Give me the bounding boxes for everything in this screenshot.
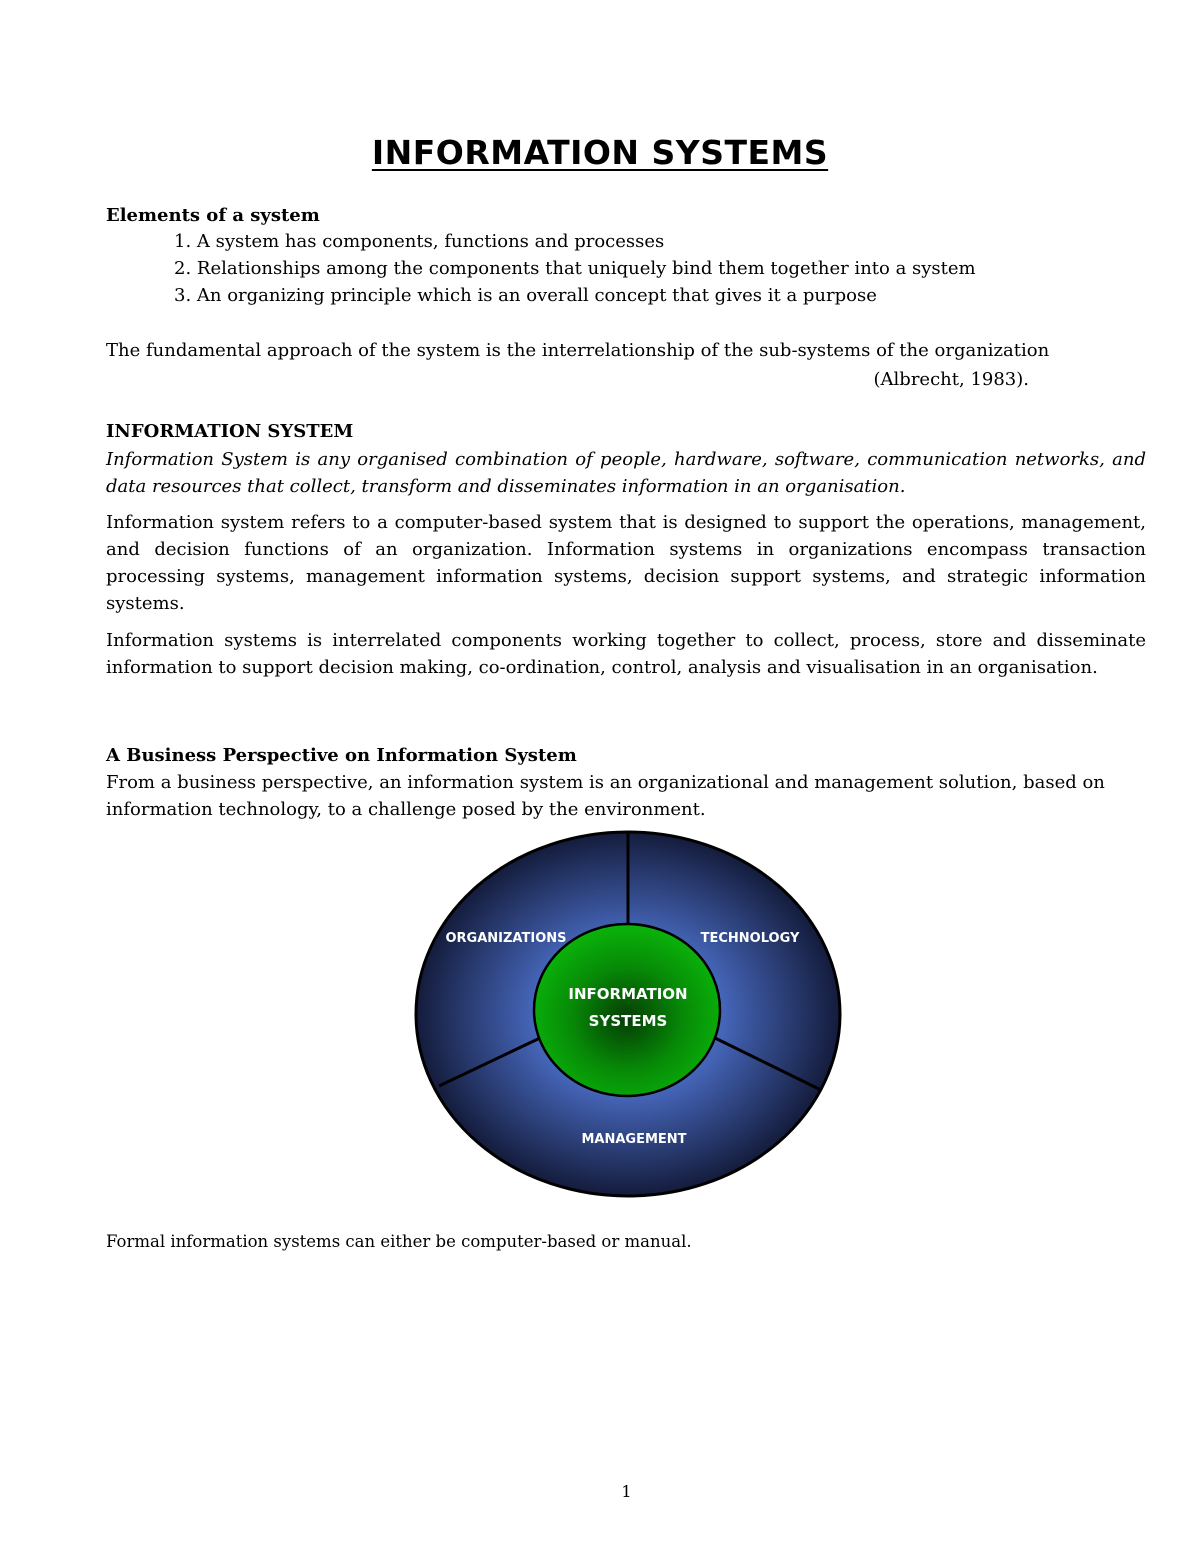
formal-note: Formal information systems can either be computer-based or manual.: [106, 1232, 692, 1251]
center-label-line2: SYSTEMS: [588, 1012, 668, 1030]
information-systems-diagram: [412, 828, 844, 1200]
center-circle: [534, 924, 720, 1096]
segment-label-technology: TECHNOLOGY: [700, 931, 800, 946]
information-system-definition: Information System is any organised combination of people, hardware, software, communication networks, and data resources that collect, transform and disseminates information in an organisation.: [106, 449, 1146, 497]
citation: (Albrecht, 1983).: [873, 369, 1029, 390]
list-item: 3. An organizing principle which is an overall concept that gives it a purpose: [174, 285, 877, 306]
fundamental-text: The fundamental approach of the system is the interrelationship of the sub-systems of the organization: [106, 340, 1050, 361]
page-number: 1: [621, 1482, 632, 1501]
elements-list: [174, 228, 976, 309]
diagram-svg: [412, 828, 844, 1200]
elements-heading: Elements of a system: [106, 205, 320, 226]
information-system-heading: INFORMATION SYSTEM: [106, 421, 354, 442]
segment-label-organizations: ORGANIZATIONS: [445, 931, 567, 946]
segment-label-management: MANAGEMENT: [581, 1132, 687, 1147]
information-system-paragraph-1: Information system refers to a computer-based system that is designed to support the operations, management, and decision functions of an organization. Information systems in organizations encompass transaction processing systems, management information systems, decision support systems, and strategic information systems.: [106, 512, 1146, 614]
list-item: 1. A system has components, functions and processes: [174, 231, 665, 252]
list-item: 2. Relationships among the components that uniquely bind them together into a system: [174, 258, 976, 279]
page-title: INFORMATION SYSTEMS: [371, 133, 829, 172]
center-label-line1: INFORMATION: [568, 985, 688, 1003]
business-perspective-heading: A Business Perspective on Information System: [106, 745, 577, 766]
information-system-paragraph-2: Information systems is interrelated components working together to collect, process, store and disseminate information to support decision making, co-ordination, control, analysis and visualisation in an organisation.: [106, 630, 1146, 678]
business-perspective-text: From a business perspective, an information system is an organizational and management solution, based on information technology, to a challenge posed by the environment.: [106, 772, 1105, 820]
